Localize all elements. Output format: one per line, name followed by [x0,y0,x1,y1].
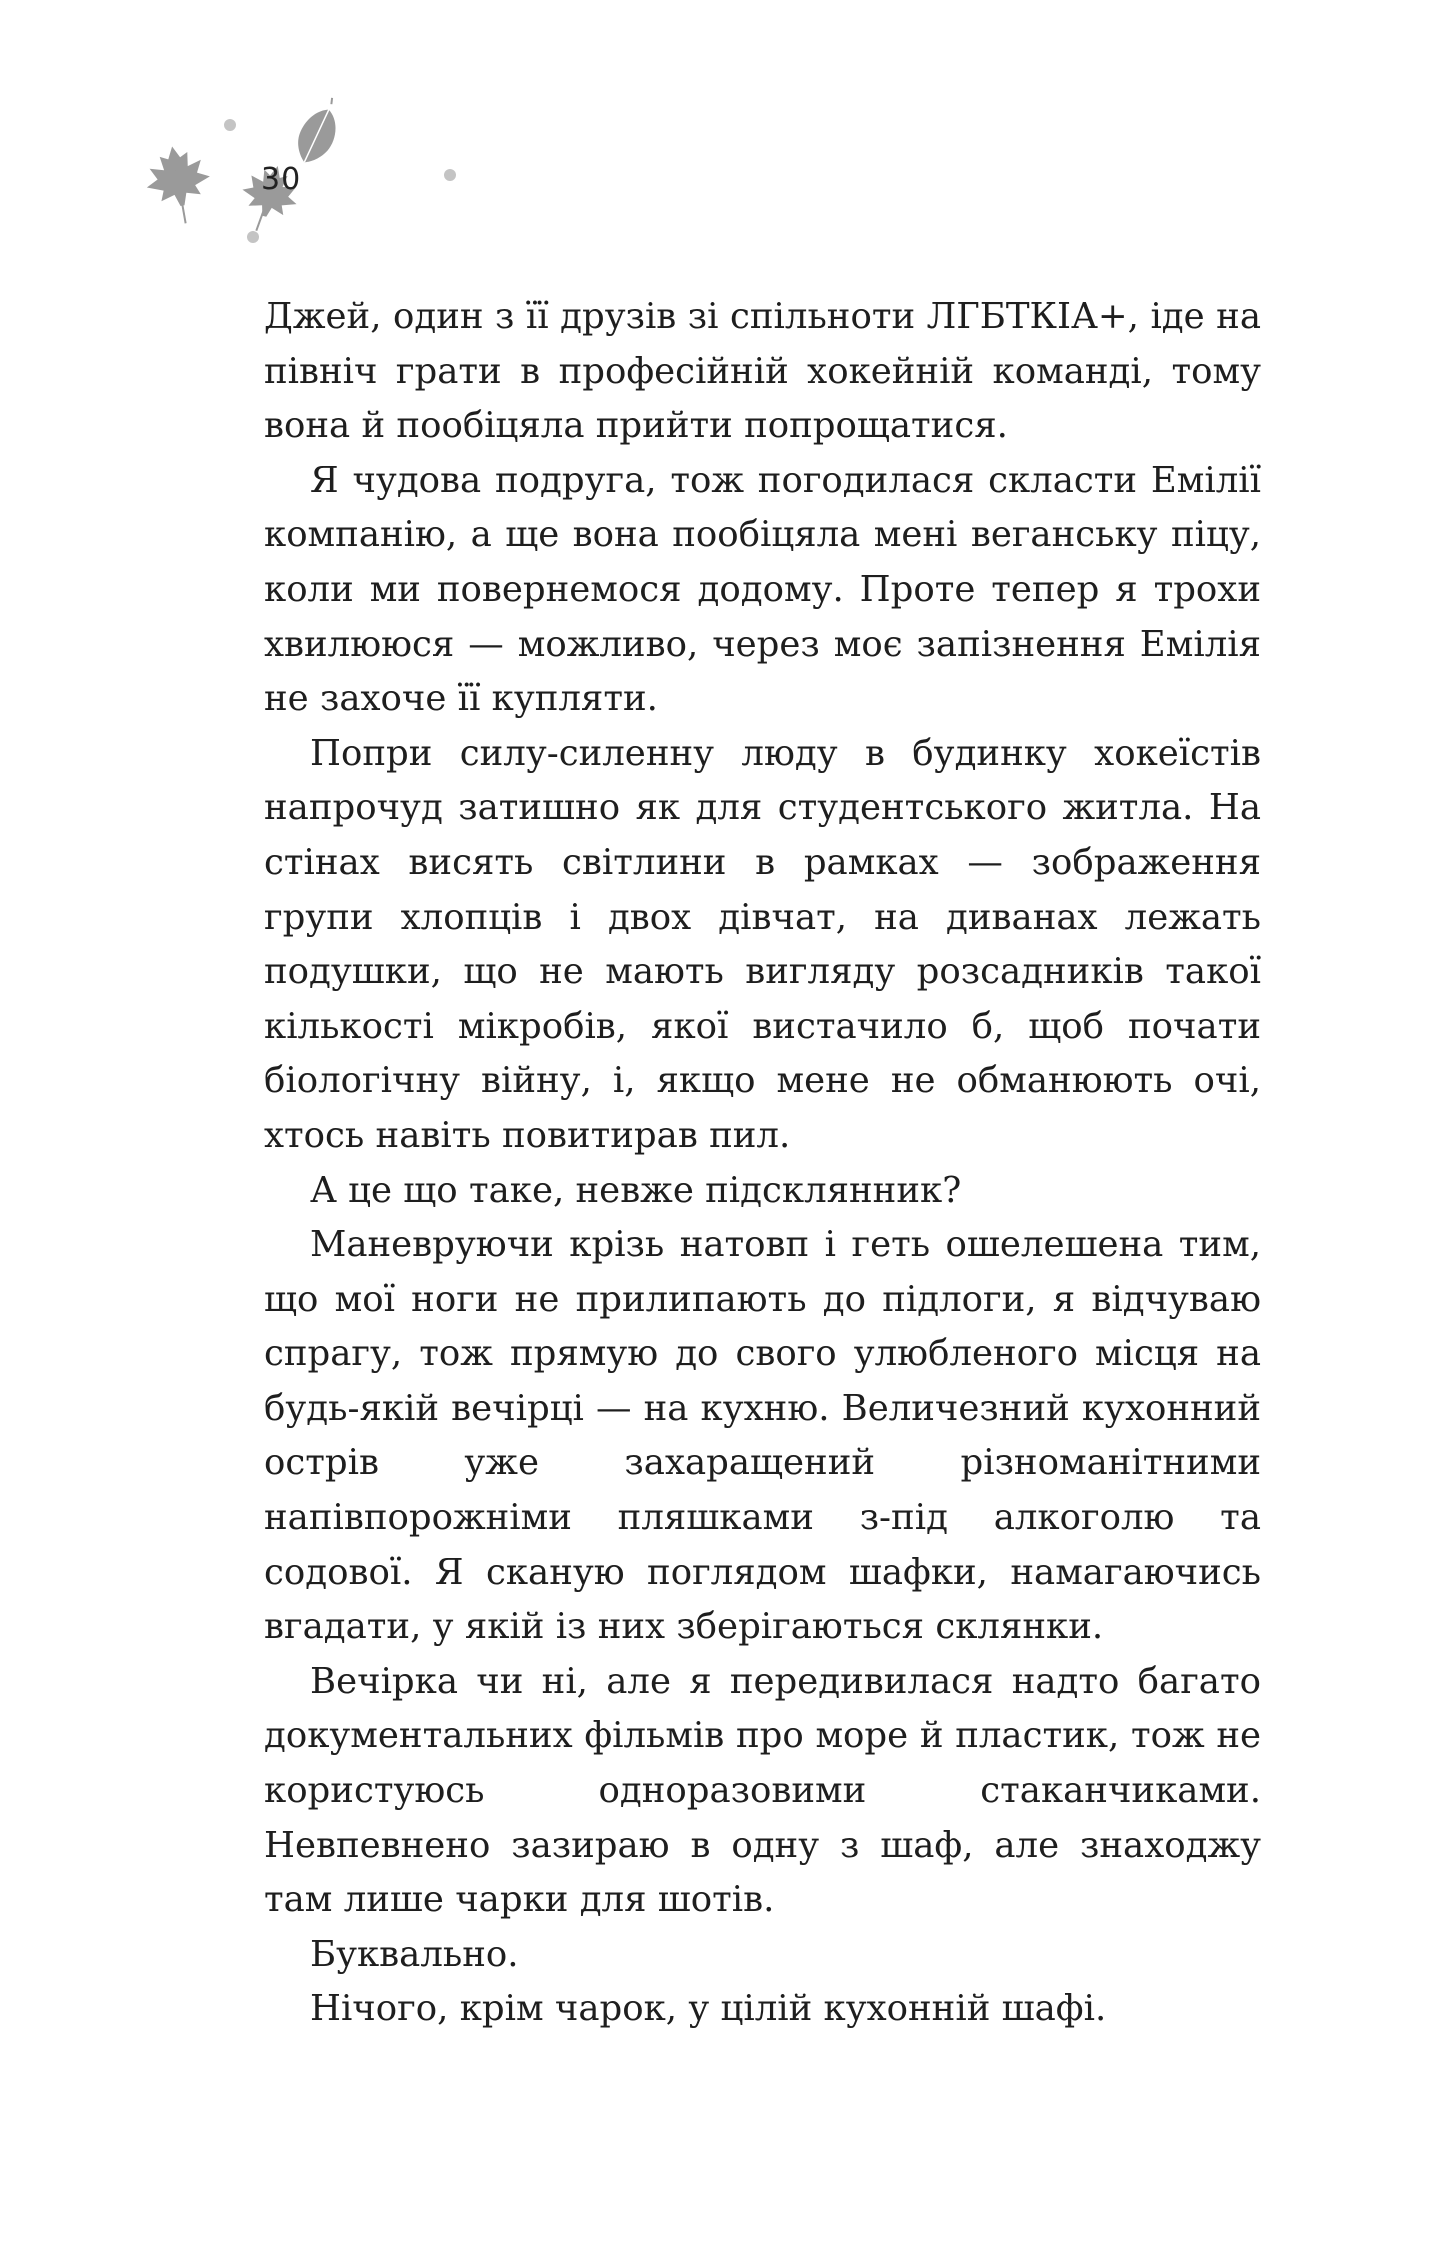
dot-icon [247,231,259,243]
birch-leaf-icon [289,95,349,169]
paragraph: Попри силу-силенну люду в будинку хокеїстів напрочуд затишно як для студентського житла. На стінах висять світлини в рамках — зображення групи хлопців і двох дівчат, на диванах лежать подушки, що не мають вигляду розсадників такої кількості мікробів, якої вистачило б, щоб почати біологічну війну, і, якщо мене не обманюють очі, хтось навіть повитирав пил. [264,732,1261,1156]
leaf-ornament [140,95,470,255]
paragraph: Вечірка чи ні, але я передивилася надто багато документальних фільмів про море й пластик, тож не користуюсь одноразовими стаканчиками. Невпевнено зазираю в одну з шаф, але знаходжу там лише чарки для шотів. [264,1660,1261,1921]
body-text [264,290,1261,2037]
paragraph: Маневруючи крізь натовп і геть ошелешена тим, що мої ноги не прилипають до підлоги, я відчуваю спрагу, тож прямую до свого улюбленого місця на будь-якій вечірці — на кухню. Величезний кухонний острів уже захаращений різноманітними напівпорожніми пляшками з-під алкоголю та содової. Я сканую поглядом шафки, намагаючись вгадати, у якій із них зберігаються склянки. [264,1224,1261,1648]
paragraph: А це що таке, невже підсклянник? [310,1169,962,1211]
maple-leaf-icon [141,141,218,229]
paragraph: Буквально. [310,1933,519,1975]
paragraph: Джей, один з її друзів зі спільноти ЛГБТКІА+, іде на північ грати в професійній хокейній команді, тому вона й пообіцяла прийти попрощатися. [264,296,1261,447]
dot-icon [224,119,236,131]
page-number: 30 [261,162,302,197]
paragraph: Я чудова подруга, тож погодилася скласти Емілії компанію, а ще вона пообіцяла мені веганську піцу, коли ми повернемося додому. Проте тепер я трохи хвилююся — можливо, через моє запізнення Емілія не захоче її купляти. [264,459,1261,720]
dot-icon [444,169,456,181]
paragraph: Нічого, крім чарок, у цілій кухонній шафі. [310,1988,1107,2030]
